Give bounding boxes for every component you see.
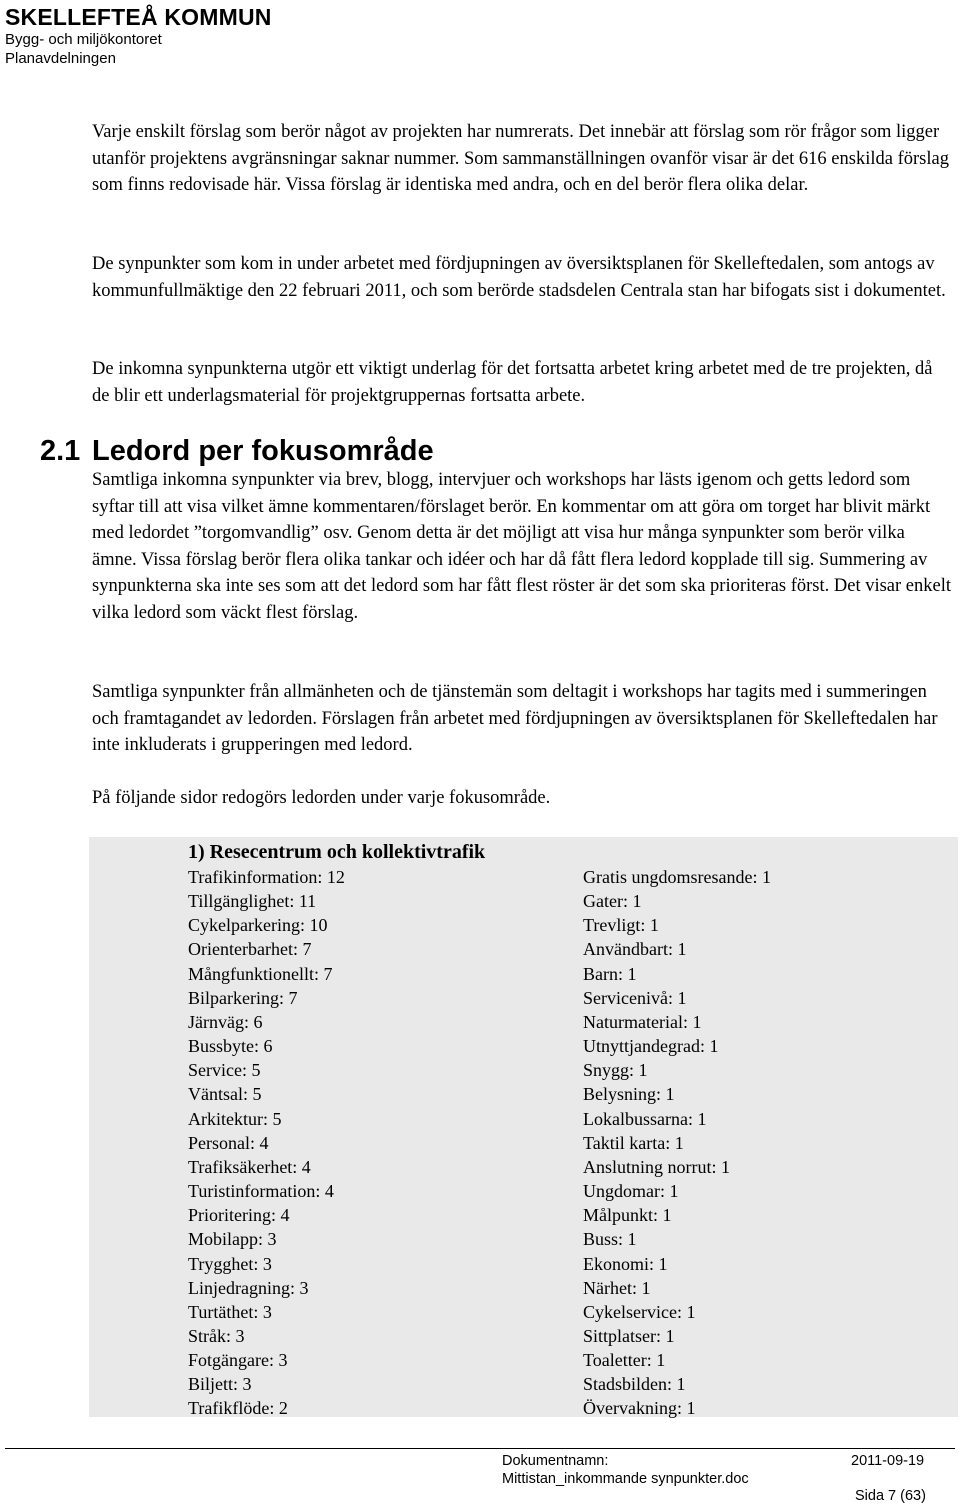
keyword-item: Buss: 1 [583, 1229, 637, 1250]
focus-area-title: 1) Resecentrum och kollektivtrafik [188, 841, 486, 863]
keyword-item: Bilparkering: 7 [188, 987, 298, 1008]
keyword-item: Järnväg: 6 [188, 1011, 263, 1032]
document-date: 2011-09-19 [851, 1453, 925, 1469]
page-number: Sida 7 (63) [855, 1488, 926, 1504]
keyword-list-right [583, 865, 771, 1421]
keyword-item: Utnyttjandegrad: 1 [583, 1036, 719, 1057]
keyword-item: Ekonomi: 1 [583, 1253, 668, 1274]
keyword-item: Trafikflöde: 2 [188, 1398, 288, 1419]
keyword-item: Toaletter: 1 [583, 1350, 666, 1371]
document-name: Mittistan_inkommande synpunkter.doc [502, 1471, 749, 1487]
organization-name: SKELLEFTEÅ KOMMUN [5, 4, 272, 30]
keyword-item: Tillgänglighet: 11 [188, 891, 317, 912]
unit-name: Planavdelningen [5, 50, 116, 67]
department-name: Bygg- och miljökontoret [5, 31, 162, 48]
keyword-item: Användbart: 1 [583, 939, 687, 960]
keyword-item: Belysning: 1 [583, 1084, 675, 1105]
keyword-item: Servicenivå: 1 [583, 987, 687, 1008]
keyword-item: Barn: 1 [583, 963, 637, 984]
keyword-item: Orienterbarhet: 7 [188, 939, 312, 960]
body-paragraph: De synpunkter som kom in under arbetet med fördjupningen av översiktsplanen för Skelleftedalen, som antogs av kommunfullmäktige den 22 februari 2011, och som berörde stadsdelen Centrala stan har bifogats sist i dokumentet. [92, 254, 946, 301]
keyword-item: Snygg: 1 [583, 1060, 648, 1081]
keyword-item: Fotgängare: 3 [188, 1350, 288, 1371]
keyword-list-left [188, 865, 345, 1421]
keyword-item: Arkitektur: 5 [188, 1108, 282, 1129]
keyword-item: Turtäthet: 3 [188, 1301, 272, 1322]
keyword-item: Stadsbilden: 1 [583, 1374, 686, 1395]
keyword-item: Ungdomar: 1 [583, 1181, 679, 1202]
keyword-item: Cykelparkering: 10 [188, 915, 328, 936]
keyword-item: Sittplatser: 1 [583, 1325, 675, 1346]
keyword-item: Service: 5 [188, 1060, 261, 1081]
keyword-item: Anslutning norrut: 1 [583, 1156, 730, 1177]
keyword-item: Trygghet: 3 [188, 1253, 272, 1274]
keyword-item: Trafikinformation: 12 [188, 867, 345, 887]
footer-divider [5, 1448, 955, 1449]
keyword-item: Gater: 1 [583, 891, 642, 912]
keyword-item: Målpunkt: 1 [583, 1205, 672, 1226]
section-paragraph: Samtliga inkomna synpunkter via brev, blogg, intervjuer och workshops har lästs igenom och getts ledord som syftar till att visa vilket ämne kommentaren/förslaget berör. En kommentar om att göra om torget har blivit märkt med ledordet ”torgomvandlig” osv. Genom detta är det möjligt att visa hur många synpunkter som berör vilka ämne. Vissa förslag berör flera olika tankar och idéer och har då fått flera ledord kopplade till sig. Summering av synpunkterna ska inte ses som att det ledord som har fått flest röster är det som ska prioriteras först. Det visar enkelt vilka ledord som väckt flest förslag. [92, 470, 951, 623]
keyword-item: Prioritering: 4 [188, 1205, 290, 1226]
keyword-item: Linjedragning: 3 [188, 1277, 309, 1298]
keyword-item: Cykelservice: 1 [583, 1301, 696, 1322]
keyword-item: Väntsal: 5 [188, 1084, 262, 1105]
keyword-item: Trevligt: 1 [583, 915, 659, 936]
keyword-item: Taktil karta: 1 [583, 1132, 684, 1153]
keyword-item: Naturmaterial: 1 [583, 1011, 702, 1032]
document-name-label: Dokumentnamn: [502, 1453, 609, 1469]
keyword-item: Turistinformation: 4 [188, 1181, 334, 1202]
keyword-item: Personal: 4 [188, 1132, 269, 1153]
section-number: 2.1 [40, 435, 81, 467]
document-header [5, 4, 272, 68]
body-paragraph: De inkomna synpunkterna utgör ett viktigt underlag för det fortsatta arbetet kring arbetet med de tre projekten, då de blir ett underlagsmaterial för projektgruppernas fortsatta arbete. [92, 359, 933, 406]
section-paragraph: På följande sidor redogörs ledorden under varje fokusområde. [92, 788, 551, 808]
section-title: Ledord per fokusområde [92, 435, 434, 467]
keyword-item: Mobilapp: 3 [188, 1229, 277, 1250]
keyword-item: Övervakning: 1 [583, 1398, 696, 1419]
keyword-item: Gratis ungdomsresande: 1 [583, 867, 771, 887]
keyword-item: Mångfunktionellt: 7 [188, 963, 333, 984]
section-paragraph: Samtliga synpunkter från allmänheten och de tjänstemän som deltagit i workshops har tagits med i summeringen och framtagandet av ledorden. Förslagen från arbetet med fördjupningen av översiktsplanen för Skelleftedalen har inte inkluderats i grupperingen med ledord. [92, 682, 938, 755]
keyword-item: Lokalbussarna: 1 [583, 1108, 707, 1129]
keyword-item: Biljett: 3 [188, 1374, 252, 1395]
section-heading [40, 434, 434, 468]
keyword-item: Närhet: 1 [583, 1277, 651, 1298]
keyword-item: Stråk: 3 [188, 1325, 245, 1346]
body-paragraph: Varje enskilt förslag som berör något av projekten har numrerats. Det innebär att förslag som rör frågor som ligger utanför projektens avgränsningar saknar nummer. Som sammanställningen ovanför visar är det 616 enskilda förslag som finns redovisade här. Vissa förslag är identiska med andra, och en del berör flera olika delar. [92, 122, 949, 195]
keyword-item: Bussbyte: 6 [188, 1036, 273, 1057]
keyword-item: Trafiksäkerhet: 4 [188, 1156, 311, 1177]
